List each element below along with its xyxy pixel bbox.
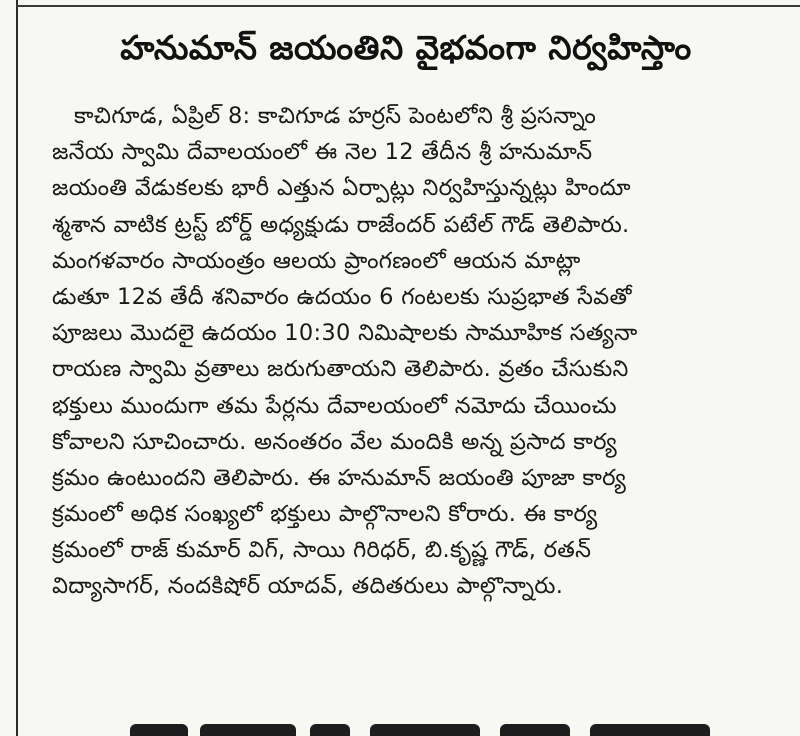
article-body-line: పూజలు మొదలై ఉదయం 10:30 నిమిషాలకు సామూహిక సత్యనా (52, 320, 638, 347)
article-body-line: కాచిగూడ, ఏప్రిల్ 8: కాచిగూడ హర్రస్ పెంటలోని శ్రీ ప్రసన్నాం (74, 103, 597, 129)
article-body-line: క్రమంలో రాజ్ కుమార్ విగ్, సాయి గిరిధర్, బి.కృష్ణ గౌడ్, రతన్ (52, 537, 592, 564)
article-body-line: జయంతి వేడుకలకు భారీ ఎత్తున ఏర్పాట్లు నిర్వహిస్తున్నట్లు హిందూ (52, 175, 631, 202)
column-top-rule (16, 5, 800, 7)
article-body-line: డుతూ 12వ తేదీ శనివారం ఉదయం 6 గంటలకు సుప్రభాత సేవతో (52, 283, 632, 310)
column-left-rule (16, 0, 18, 736)
article-body-line: క్రమంలో అధిక సంఖ్యలో భక్తులు పాల్గొనాలని కోరారు. ఈ కార్య (52, 501, 598, 528)
cropped-glyph (200, 724, 296, 736)
article-body-line: జనేయ స్వామి దేవాలయంలో ఈ నెల 12 తేదీన శ్రీ హనుమాన్ (52, 139, 593, 166)
article-body-line: భక్తులు ముందుగా తమ పేర్లను దేవాలయంలో నమోదు చేయించు (52, 392, 617, 419)
article-body-line: విద్యాసాగర్, నందకిషోర్ యాదవ్, తదితరులు పాల్గొన్నారు. (52, 573, 564, 600)
article-body-line: కోవాలని సూచించారు. అనంతరం వేల మందికి అన్న ప్రసాద కార్య (52, 428, 618, 455)
cropped-glyph (500, 724, 570, 736)
article-body-line: క్రమం ఉంటుందని తెలిపారు. ఈ హనుమాన్ జయంతి పూజా కార్య (52, 464, 627, 491)
article-body-line: మంగళవారం సాయంత్రం ఆలయ ప్రాంగణంలో ఆయన మాట్లా (52, 247, 581, 274)
article-body-line: శ్మశాన వాటిక ట్రస్ట్ బోర్డ్ అధ్యక్షుడు రాజేందర్ పటేల్ గౌడ్ తెలిపారు. (52, 211, 630, 238)
article-body (52, 98, 780, 605)
cropped-glyph (590, 724, 710, 736)
next-headline-cropped (120, 718, 720, 736)
cropped-glyph (310, 724, 350, 736)
article-headline: హనుమాన్ జయంతిని వైభవంగా నిర్వహిస్తాం (120, 28, 692, 67)
article-body-line: రాయణ స్వామి వ్రతాలు జరుగుతాయని తెలిపారు. వ్రతం చేసుకుని (52, 356, 629, 383)
cropped-glyph (370, 724, 480, 736)
cropped-glyph (130, 724, 188, 736)
